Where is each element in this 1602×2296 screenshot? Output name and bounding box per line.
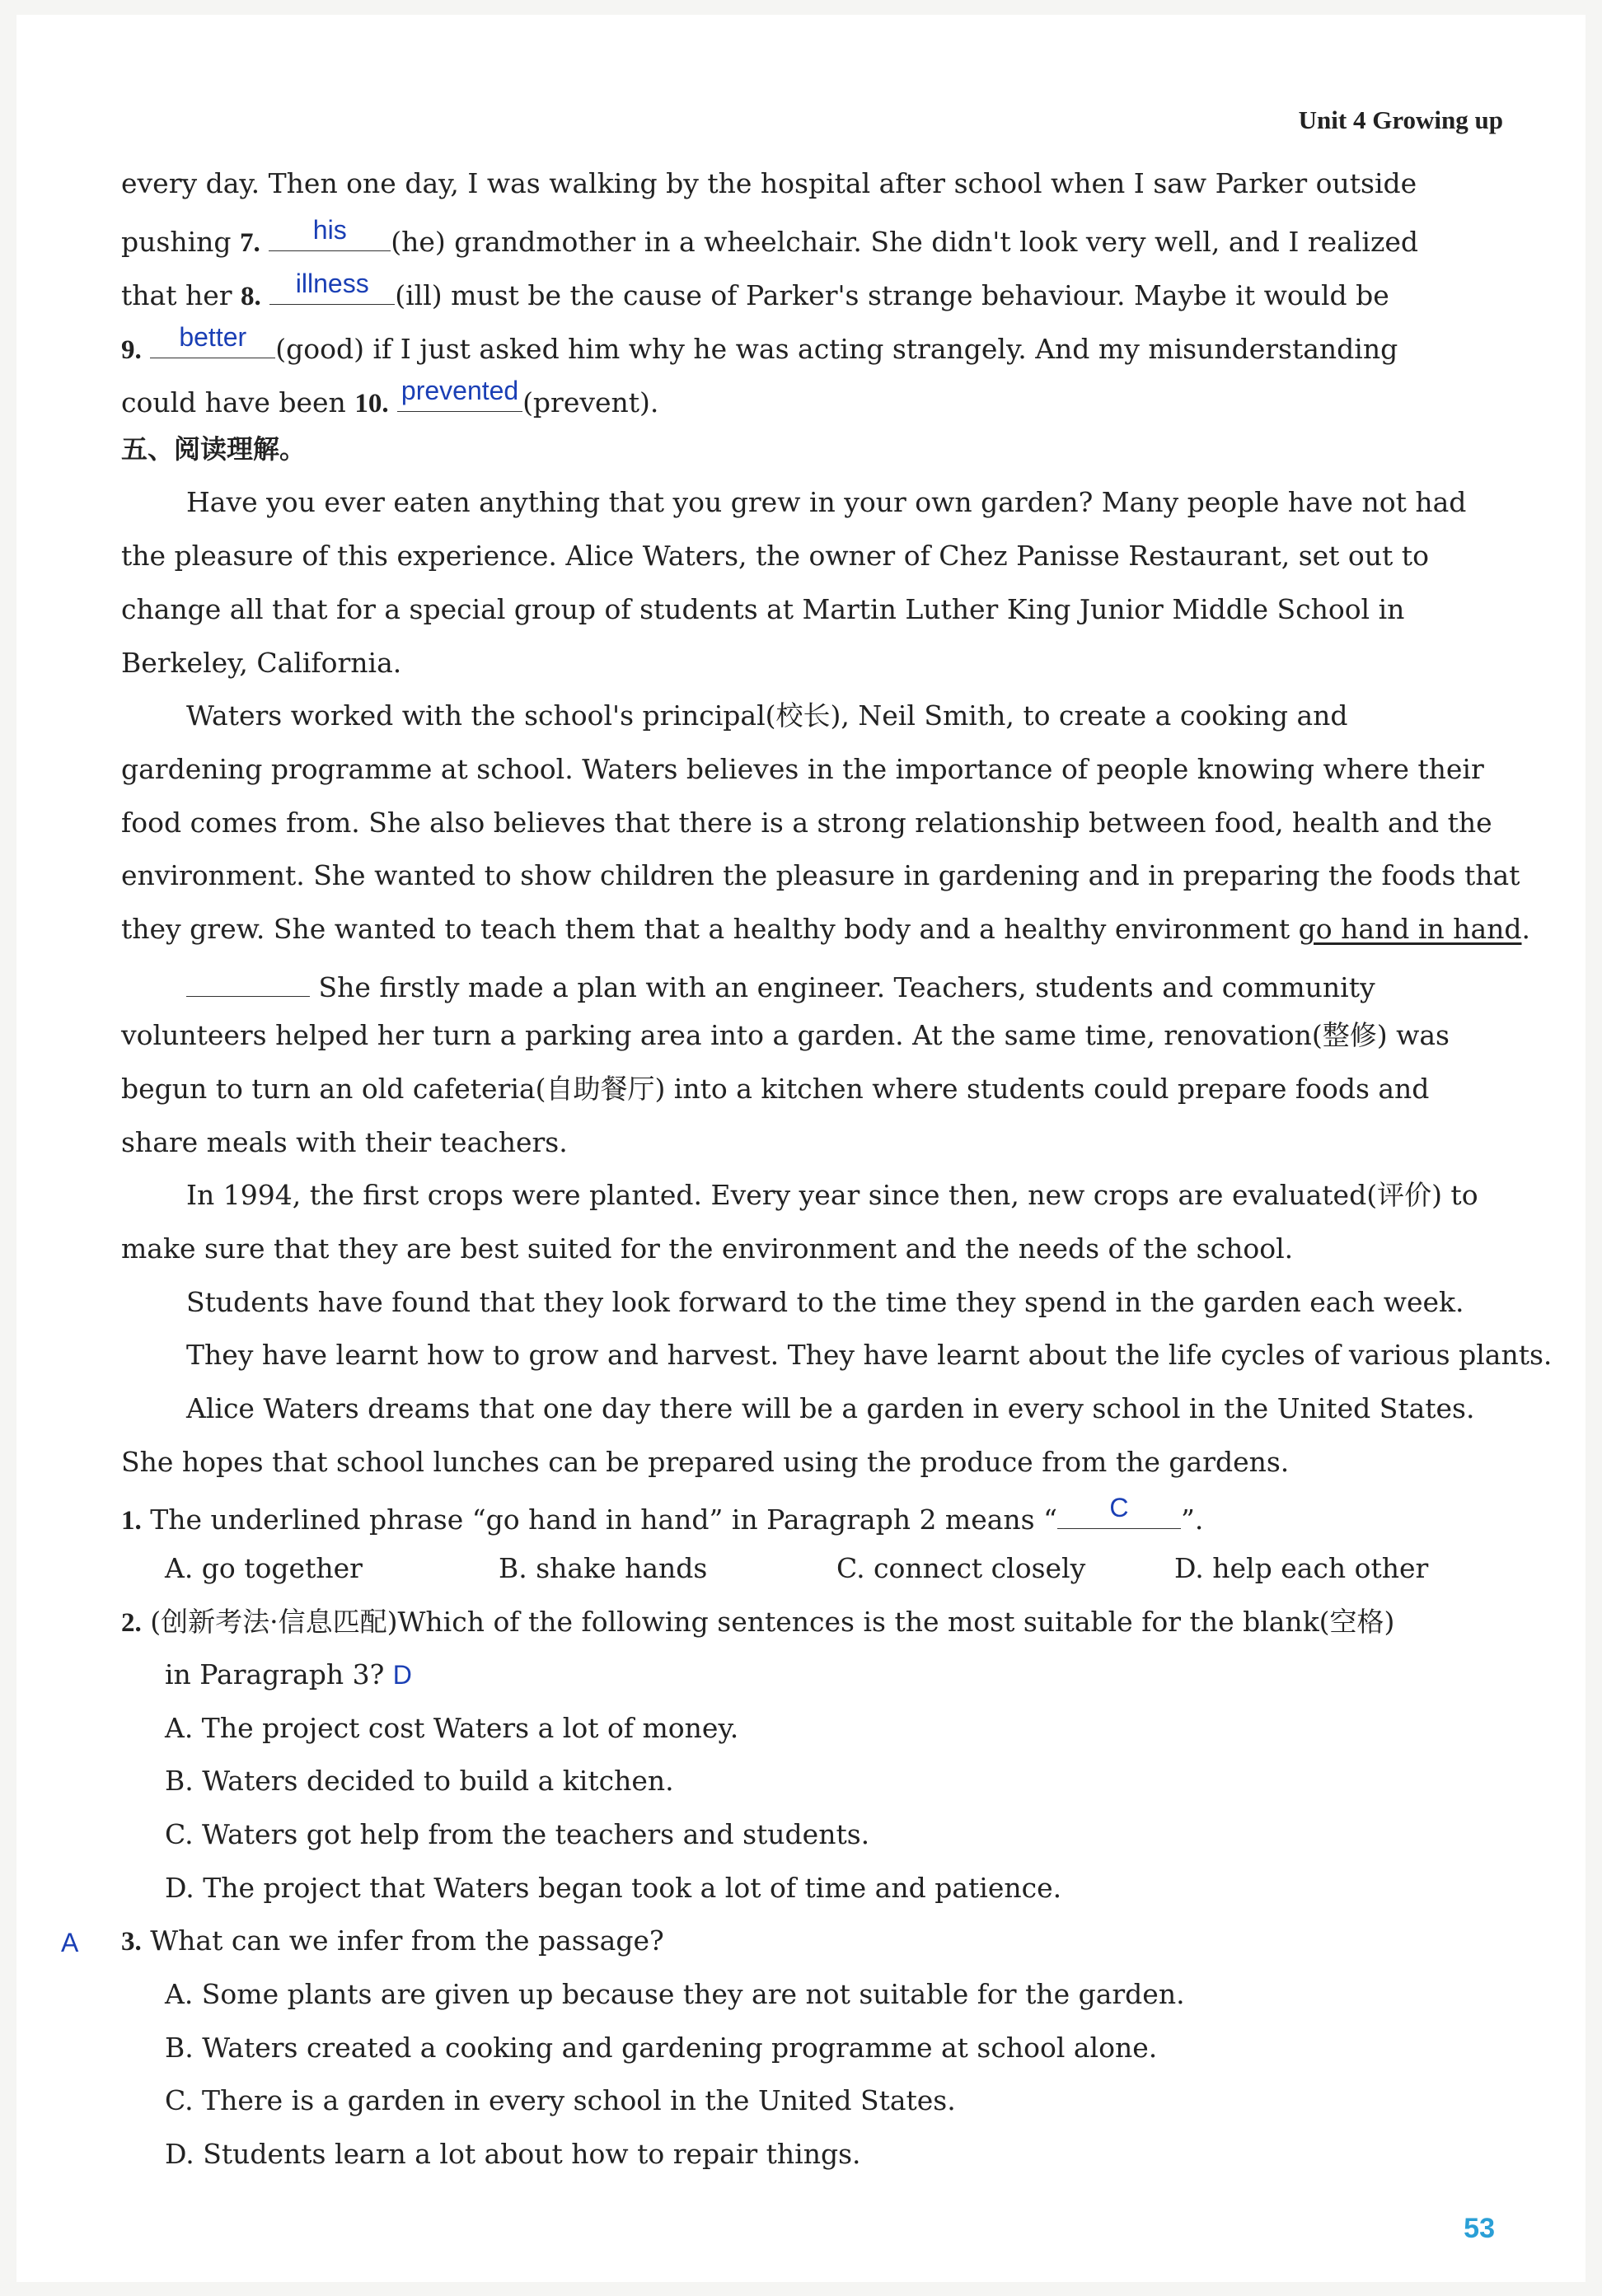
passage-line: In 1994, the first crops were planted. Every year since then, new crops are evaluated(评价) to: [186, 1179, 1478, 1211]
passage-line: begun to turn an old cafeteria(自助餐厅) into a kitchen where students could prepare foods and: [121, 1073, 1430, 1105]
passage-line: Alice Waters dreams that one day there will be a garden in every school in the United States.: [186, 1392, 1475, 1424]
question-1: [121, 1492, 1503, 1538]
option-b[interactable]: B. shake hands: [499, 1552, 708, 1584]
answer-q2: D: [392, 1660, 412, 1690]
passage-line: She hopes that school lunches can be prepared using the produce from the gardens.: [121, 1446, 1290, 1478]
page: [16, 15, 1586, 2282]
passage-line: Students have found that they look forward to the time they spend in the garden each week.: [186, 1286, 1464, 1318]
option-d[interactable]: D. The project that Waters began took a lot of time and patience.: [165, 1872, 1062, 1904]
passage-text: they grew. She wanted to teach them that a healthy body and a healthy environment go hand in hand.: [121, 913, 1530, 945]
passage-line: share meals with their teachers.: [121, 1126, 568, 1158]
passage-line: change all that for a special group of students at Martin Luther King Junior Middle School in: [121, 593, 1405, 625]
passage-text: She firstly made a plan with an engineer. Teachers, students and community: [186, 966, 1375, 1004]
passage-line: volunteers helped her turn a parking area into a garden. At the same time, renovation(整修) was: [121, 1019, 1450, 1051]
page-number: 53: [1464, 2213, 1495, 2244]
question-text: 3. What can we infer from the passage?: [121, 1924, 664, 1957]
answer-blank-7[interactable]: his: [269, 221, 391, 251]
option-c[interactable]: C. Waters got help from the teachers and students.: [165, 1818, 870, 1850]
passage-line: food comes from. She also believes that there is a strong relationship between food, health and the: [121, 807, 1492, 839]
section-heading: 五、阅读理解。: [121, 433, 307, 465]
question-2: [121, 1606, 1503, 1640]
passage-line: gardening programme at school. Waters believes in the importance of people knowing where their: [121, 753, 1484, 785]
cloze-text: 9. better (good) if I just asked him why he was acting strangely. And my misunderstanding: [121, 321, 1398, 365]
cloze-text: could have been 10. prevented (prevent).: [121, 375, 659, 419]
paragraph-blank[interactable]: [186, 966, 310, 997]
option-c[interactable]: C. There is a garden in every school in the United States.: [165, 2084, 956, 2116]
cloze-line-3: [121, 268, 1503, 314]
option-b[interactable]: B. Waters decided to build a kitchen.: [165, 1765, 674, 1797]
passage-line: They have learnt how to grow and harvest. They have learnt about the life cycles of various plants.: [186, 1339, 1553, 1371]
option-a[interactable]: A. The project cost Waters a lot of money.: [165, 1712, 739, 1744]
option-d[interactable]: D. help each other: [1174, 1552, 1429, 1584]
question-2-line-2: [165, 1658, 1503, 1691]
cloze-line-1: [121, 167, 1503, 200]
answer-blank-10[interactable]: prevented: [397, 381, 522, 412]
passage-line: the pleasure of this experience. Alice Waters, the owner of Chez Panisse Restaurant, set out to: [121, 540, 1429, 572]
option-c[interactable]: C. connect closely: [836, 1552, 1086, 1584]
passage-line: [121, 913, 1530, 946]
option-a[interactable]: A. go together: [165, 1552, 363, 1584]
option-d[interactable]: D. Students learn a lot about how to repair things.: [165, 2138, 861, 2170]
question-3: [121, 1924, 1503, 1959]
cloze-text: pushing 7. his (he) grandmother in a wheelchair. She didn't look very well, and I realized: [121, 214, 1419, 258]
passage-line: Berkeley, California.: [121, 647, 402, 679]
underlined-phrase: go hand in hand: [1298, 913, 1522, 945]
cloze-text: that her 8. illness (ill) must be the cause of Parker's strange behaviour. Maybe it would be: [121, 268, 1389, 311]
passage-line: Waters worked with the school's principal(校长), Neil Smith, to create a cooking and: [186, 699, 1348, 732]
answer-blank-q1[interactable]: C: [1057, 1499, 1181, 1529]
question-text: in Paragraph 3? D: [165, 1658, 412, 1690]
cloze-line-5: [121, 375, 1503, 421]
passage-line: Have you ever eaten anything that you grew in your own garden? Many people have not had: [186, 486, 1467, 518]
passage-line: [186, 966, 1503, 1004]
answer-blank-8[interactable]: illness: [269, 274, 395, 305]
cloze-line-4: [121, 321, 1503, 367]
running-header: Unit 4 Growing up: [1298, 105, 1503, 134]
option-b[interactable]: B. Waters created a cooking and gardening programme at school alone.: [165, 2032, 1158, 2064]
answer-blank-9[interactable]: better: [150, 328, 275, 358]
answer-q3: A: [61, 1928, 79, 1957]
passage-line: make sure that they are best suited for the environment and the needs of the school.: [121, 1232, 1294, 1265]
question-text: 1. The underlined phrase “go hand in hand” in Paragraph 2 means “ C ”.: [121, 1492, 1204, 1536]
option-a[interactable]: A. Some plants are given up because they are not suitable for the garden.: [165, 1978, 1185, 2010]
cloze-line-2: [121, 214, 1503, 260]
question-text: 2. (创新考法·信息匹配)Which of the following sentences is the most suitable for the blank(空格): [121, 1606, 1395, 1638]
passage-line: environment. She wanted to show children the pleasure in gardening and in preparing the foods that: [121, 859, 1520, 891]
cloze-text: every day. Then one day, I was walking by the hospital after school when I saw Parker outside: [121, 167, 1417, 199]
question-1-options: [165, 1552, 1503, 1585]
